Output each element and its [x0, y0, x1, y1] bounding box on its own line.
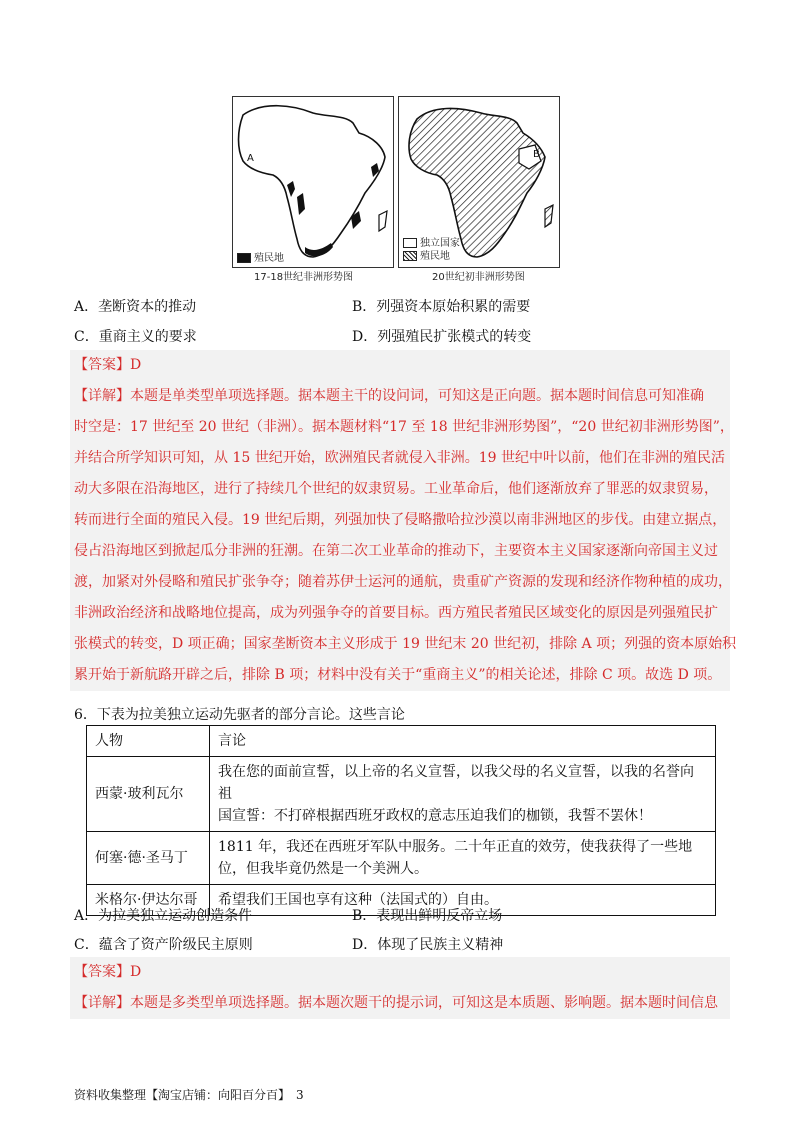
map1-legend-label: 殖民地 — [254, 253, 284, 264]
quote-cell — [210, 757, 716, 832]
page-footer: 资料收集整理【淘宝店铺：向阳百分百】 3 — [74, 1088, 304, 1102]
colony-hatch-swatch — [403, 251, 417, 261]
q5-explain-line: 渡，加紧对外侵略和殖民扩张争夺；随着苏伊士运河的通航，贵重矿产资源的发现和经济作物种植的成功， — [74, 574, 732, 590]
header-quote: 言论 — [210, 726, 716, 757]
q6-answer-label: 【答案】D — [74, 964, 142, 980]
q5-explain-line: 转而进行全面的殖民入侵。19 世纪后期，列强加快了侵略撒哈拉沙漠以南非洲地区的步伐。由建立据点， — [74, 512, 727, 528]
africa-map-17-18c — [232, 96, 394, 268]
q5-explain-line: 侵占沿海地区到掀起瓜分非洲的狂潮。在第二次工业革命的推动下，主要资本主义国家逐渐向帝国主义过 — [74, 543, 718, 559]
q5-explain-line: 时空是：17 世纪至 20 世纪（非洲）。据本题材料“17 至 18 世纪非洲形势图”，“20 世纪初非洲形势图”， — [74, 419, 734, 435]
quote-line: 位，但我毕竟仍然是一个美洲人。 — [218, 861, 428, 877]
q5-explain-line: 并结合所学知识可知，从 15 世纪开始，欧洲殖民者就侵入非洲。19 世纪中叶以前，他们在非洲的殖民活 — [74, 450, 725, 466]
q6-explain-line: 【详解】本题是多类型单项选择题。据本题次题干的提示词，可知这是本质题、影响题。据本题时间信息 — [74, 995, 718, 1011]
person-cell: 何塞·德·圣马丁 — [87, 832, 210, 885]
person-cell: 米格尔·伊达尔哥 — [87, 885, 210, 916]
africa-maps — [232, 96, 564, 286]
table-row — [87, 757, 716, 832]
q5-explain-line: 张模式的转变，D 项正确；国家垄断资本主义形成于 19 世纪末 20 世纪初，排除 A 项；列强的资本原始积 — [74, 636, 737, 652]
q5-explain-line: 累开始于新航路开辟之后，排除 B 项；材料中没有关于“重商主义”的相关论述，排除 C 项。故选 D 项。 — [74, 667, 722, 683]
header-person: 人物 — [87, 726, 210, 757]
q6-question: 6．下表为拉美独立运动先驱者的部分言论。这些言论 — [74, 707, 405, 723]
map2-legend — [403, 237, 460, 263]
map-marker-b: B — [533, 149, 540, 160]
q5-answer-label: 【答案】D — [74, 357, 142, 373]
map-marker-a: A — [247, 153, 254, 164]
q6-option-a: A．为拉美独立运动创造条件 — [74, 908, 253, 924]
africa-map-20c — [398, 96, 560, 268]
africa-outline-1 — [233, 97, 393, 267]
independent-swatch — [403, 238, 417, 248]
map2-caption: 20世纪初非洲形势图 — [432, 272, 525, 283]
q6-answer-block — [70, 957, 730, 1019]
q5-option-c: C．重商主义的要求 — [74, 329, 197, 345]
q5-explain-line: 【详解】本题是单类型单项选择题。据本题主干的设问词，可知这是正向题。据本题时间信息可知准确 — [74, 388, 704, 404]
quote-line: 国宣誓：不打碎根据西班牙政权的意志压迫我们的枷锁，我誓不罢休！ — [218, 808, 652, 824]
map2-legend-independent: 独立国家 — [420, 238, 460, 249]
q5-option-b: B．列强资本原始积累的需要 — [352, 299, 531, 315]
q6-quotes-table — [86, 725, 716, 916]
quote-line: 1811 年，我还在西班牙军队中服务。二十年正直的效劳，使我获得了一些地 — [218, 839, 693, 855]
q5-option-d: D．列强殖民扩张模式的转变 — [352, 329, 532, 345]
colony-swatch — [237, 253, 251, 263]
map2-legend-colony: 殖民地 — [420, 251, 450, 262]
table-row — [87, 832, 716, 885]
q5-explain-line: 动大多限在沿海地区，进行了持续几个世纪的奴隶贸易。工业革命后，他们逐渐放弃了罪恶的奴隶贸易， — [74, 481, 718, 497]
q6-option-b: B．表现出鲜明反帝立场 — [352, 908, 503, 924]
quote-line: 希望我们王国也享有这种（法国式的）自由。 — [218, 892, 498, 908]
table-header-row — [87, 726, 716, 757]
q5-option-a: A．垄断资本的推动 — [74, 299, 197, 315]
map1-legend — [237, 249, 284, 264]
person-cell: 西蒙·玻利瓦尔 — [87, 757, 210, 832]
q6-option-d: D．体现了民族主义精神 — [352, 937, 504, 953]
q5-explain-line: 非洲政治经济和战略地位提高，成为列强争夺的首要目标。西方殖民者殖民区域变化的原因是列强殖民扩 — [74, 605, 718, 621]
quote-line: 我在您的面前宣誓，以上帝的名义宣誓，以我父母的名义宣誓，以我的名誉向祖 — [218, 764, 694, 802]
q6-option-c: C．蕴含了资产阶级民主原则 — [74, 937, 253, 953]
quote-cell — [210, 832, 716, 885]
map1-caption: 17-18世纪非洲形势图 — [254, 272, 354, 283]
q5-answer-block — [70, 350, 737, 691]
